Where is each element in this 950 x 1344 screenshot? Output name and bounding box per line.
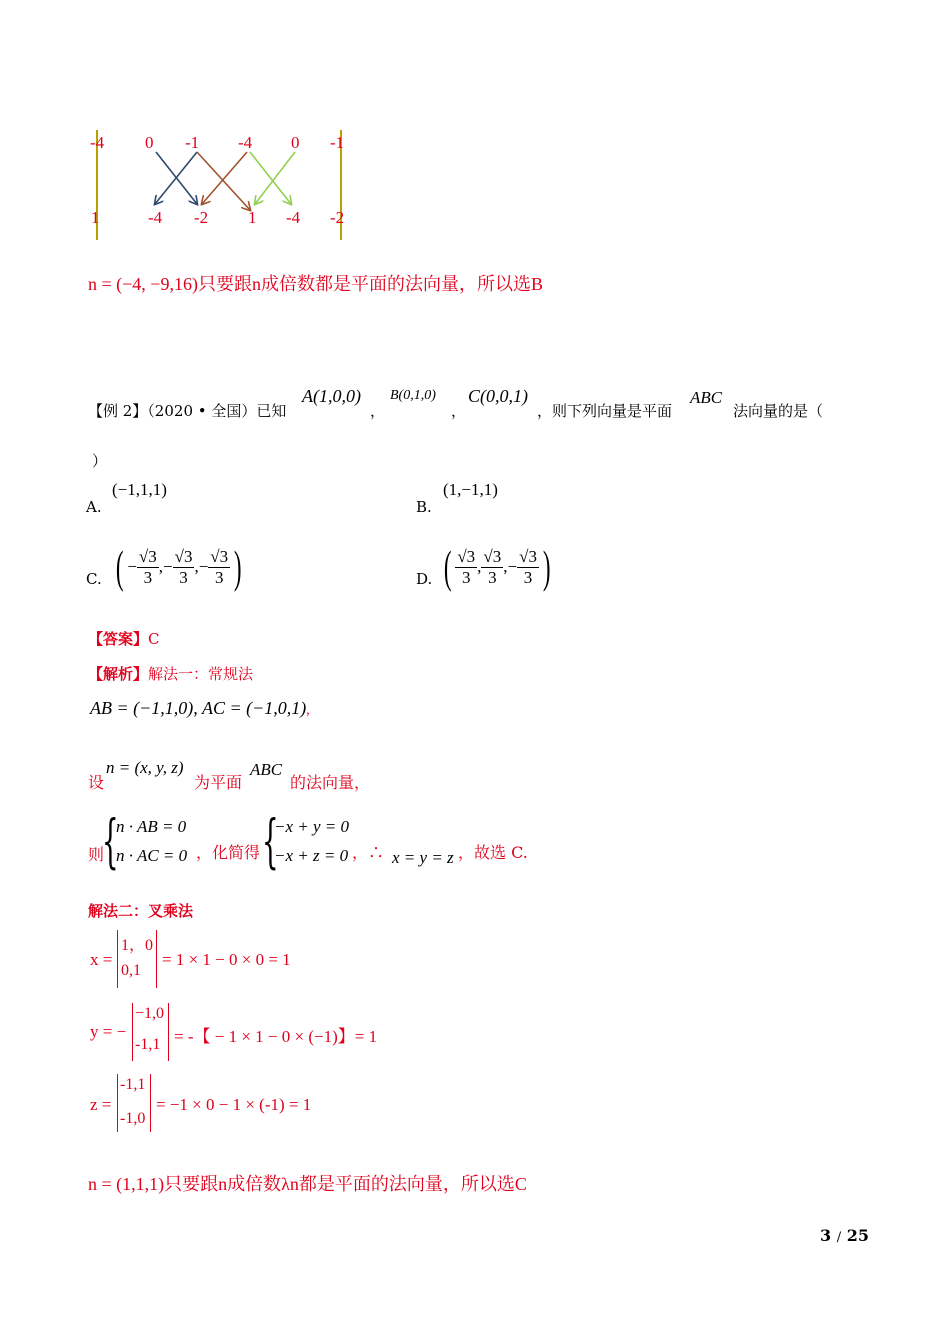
vector-n-xyz: n = (x, y, z) bbox=[106, 758, 184, 777]
option-D-value: ( $\frac{√3}{3}$ , $\frac{√3}{3}$ , − $\frac{√3}{3}$ ) bbox=[443, 541, 551, 592]
det-x-row-1: 1，0 bbox=[121, 937, 154, 954]
det-y-row-1: −1,0 bbox=[135, 1005, 165, 1022]
eq-x-z: −x + z = 0 bbox=[274, 846, 349, 865]
normal-vector-result-2: n = (1,1,1)只要跟n成倍数λn都是平面的法向量，所以选C bbox=[88, 1174, 527, 1194]
separator-1: ， bbox=[370, 402, 386, 420]
set-mid: 为平面 bbox=[194, 773, 243, 792]
eq-n-dot-AB: n · AB = 0 bbox=[116, 817, 187, 836]
therefore-label: ，∴ bbox=[352, 843, 385, 862]
separator-2: ， bbox=[451, 402, 467, 420]
det-z-bar-right bbox=[150, 1074, 151, 1132]
set-plane: ABC bbox=[250, 760, 283, 779]
simplify-label: ，化简得 bbox=[196, 843, 261, 862]
left-brace-2: { bbox=[262, 807, 279, 875]
choose-label: ，故选 C. bbox=[458, 843, 528, 862]
diagram-bottom-5: -4 bbox=[286, 208, 301, 227]
det-y-bar-right bbox=[168, 1003, 169, 1061]
diagram-bottom-1: 1 bbox=[91, 208, 100, 227]
det-z-rhs: = −1 × 0 − 1 × (-1) = 1 bbox=[156, 1095, 312, 1114]
diagram-top-2: 0 bbox=[145, 133, 154, 152]
diagram-bottom-4: 1 bbox=[248, 208, 257, 227]
diagram-top-1: -4 bbox=[90, 133, 105, 152]
method-2-heading: 解法二：叉乘法 bbox=[88, 902, 194, 920]
det-x-lhs: x = bbox=[90, 950, 113, 969]
diagram-bottom-2: -4 bbox=[148, 208, 163, 227]
diagram-top-6: -1 bbox=[330, 133, 345, 152]
diagram-bottom-6: -2 bbox=[330, 208, 345, 227]
arrow-green-2 bbox=[255, 152, 295, 204]
option-C-label: C. bbox=[86, 570, 102, 588]
point-A: A(1,0,0) bbox=[302, 386, 361, 406]
set-prefix: 设 bbox=[88, 773, 105, 792]
det-x-row-2: 0,1 bbox=[121, 962, 141, 979]
det-x-rhs: = 1 × 1 − 0 × 0 = 1 bbox=[162, 950, 291, 969]
option-A-label: A. bbox=[86, 498, 102, 516]
analysis-line: 【解析】解法一：常规法 bbox=[88, 665, 254, 683]
diagram-top-4: -4 bbox=[238, 133, 253, 152]
plane-ABC: ABC bbox=[690, 388, 723, 407]
left-brace-1: { bbox=[102, 807, 119, 875]
cross-product-diagram bbox=[0, 0, 950, 260]
det-z-row-2: -1,0 bbox=[120, 1110, 146, 1127]
det-z-bar-left bbox=[117, 1074, 118, 1132]
option-D-label: D. bbox=[416, 570, 433, 588]
eq-x-y: −x + y = 0 bbox=[274, 817, 350, 836]
option-A-value: (−1,1,1) bbox=[112, 480, 167, 499]
vectors-AB-AC: AB = (−1,1,0), AC = (−1,0,1), bbox=[90, 698, 310, 718]
arrow-green-1 bbox=[250, 152, 291, 204]
option-B-label: B. bbox=[416, 498, 432, 516]
then-label: 则 bbox=[88, 845, 105, 864]
set-post: 的法向量， bbox=[290, 773, 371, 792]
det-y-rhs: = -【 − 1 × 1 − 0 × (−1)】= 1 bbox=[174, 1027, 378, 1046]
arrow-brown-2 bbox=[202, 152, 247, 204]
normal-vector-result-1: n = (−4, −9,16)只要跟n成倍数都是平面的法向量，所以选B bbox=[88, 274, 543, 294]
page-number: 3 / 25 bbox=[820, 1226, 869, 1245]
point-B: B(0,1,0) bbox=[390, 388, 436, 403]
diagram-top-3: -1 bbox=[185, 133, 200, 152]
det-z-row-1: -1,1 bbox=[120, 1076, 146, 1093]
point-C: C(0,0,1) bbox=[468, 386, 528, 406]
det-y-row-2: -1,1 bbox=[135, 1036, 161, 1053]
det-x-bar-right bbox=[156, 930, 157, 988]
diagram-top-5: 0 bbox=[291, 133, 300, 152]
det-y-lhs: y = − bbox=[90, 1022, 127, 1041]
answer-line: 【答案】C bbox=[88, 630, 160, 648]
det-y-bar-left bbox=[132, 1003, 133, 1061]
result-x-y-z: x = y = z bbox=[392, 848, 454, 867]
example-2-mid: ，则下列向量是平面 bbox=[537, 402, 673, 420]
eq-n-dot-AC: n · AC = 0 bbox=[116, 846, 188, 865]
det-x-bar-left bbox=[117, 930, 118, 988]
option-B-value: (1,−1,1) bbox=[443, 480, 498, 499]
example-2-heading: 【例 2】（2020 • 全国）已知 bbox=[88, 402, 287, 420]
example-2-tail: 法向量的是（ bbox=[733, 402, 824, 420]
option-C-value: ( − $\frac{√3}{3}$ , − $\frac{√3}{3}$ , − $\frac{√3}{3}$ ) bbox=[115, 541, 242, 592]
det-z-lhs: z = bbox=[90, 1095, 112, 1114]
example-2-close: ） bbox=[92, 452, 108, 470]
diagram-bottom-3: -2 bbox=[194, 208, 209, 227]
